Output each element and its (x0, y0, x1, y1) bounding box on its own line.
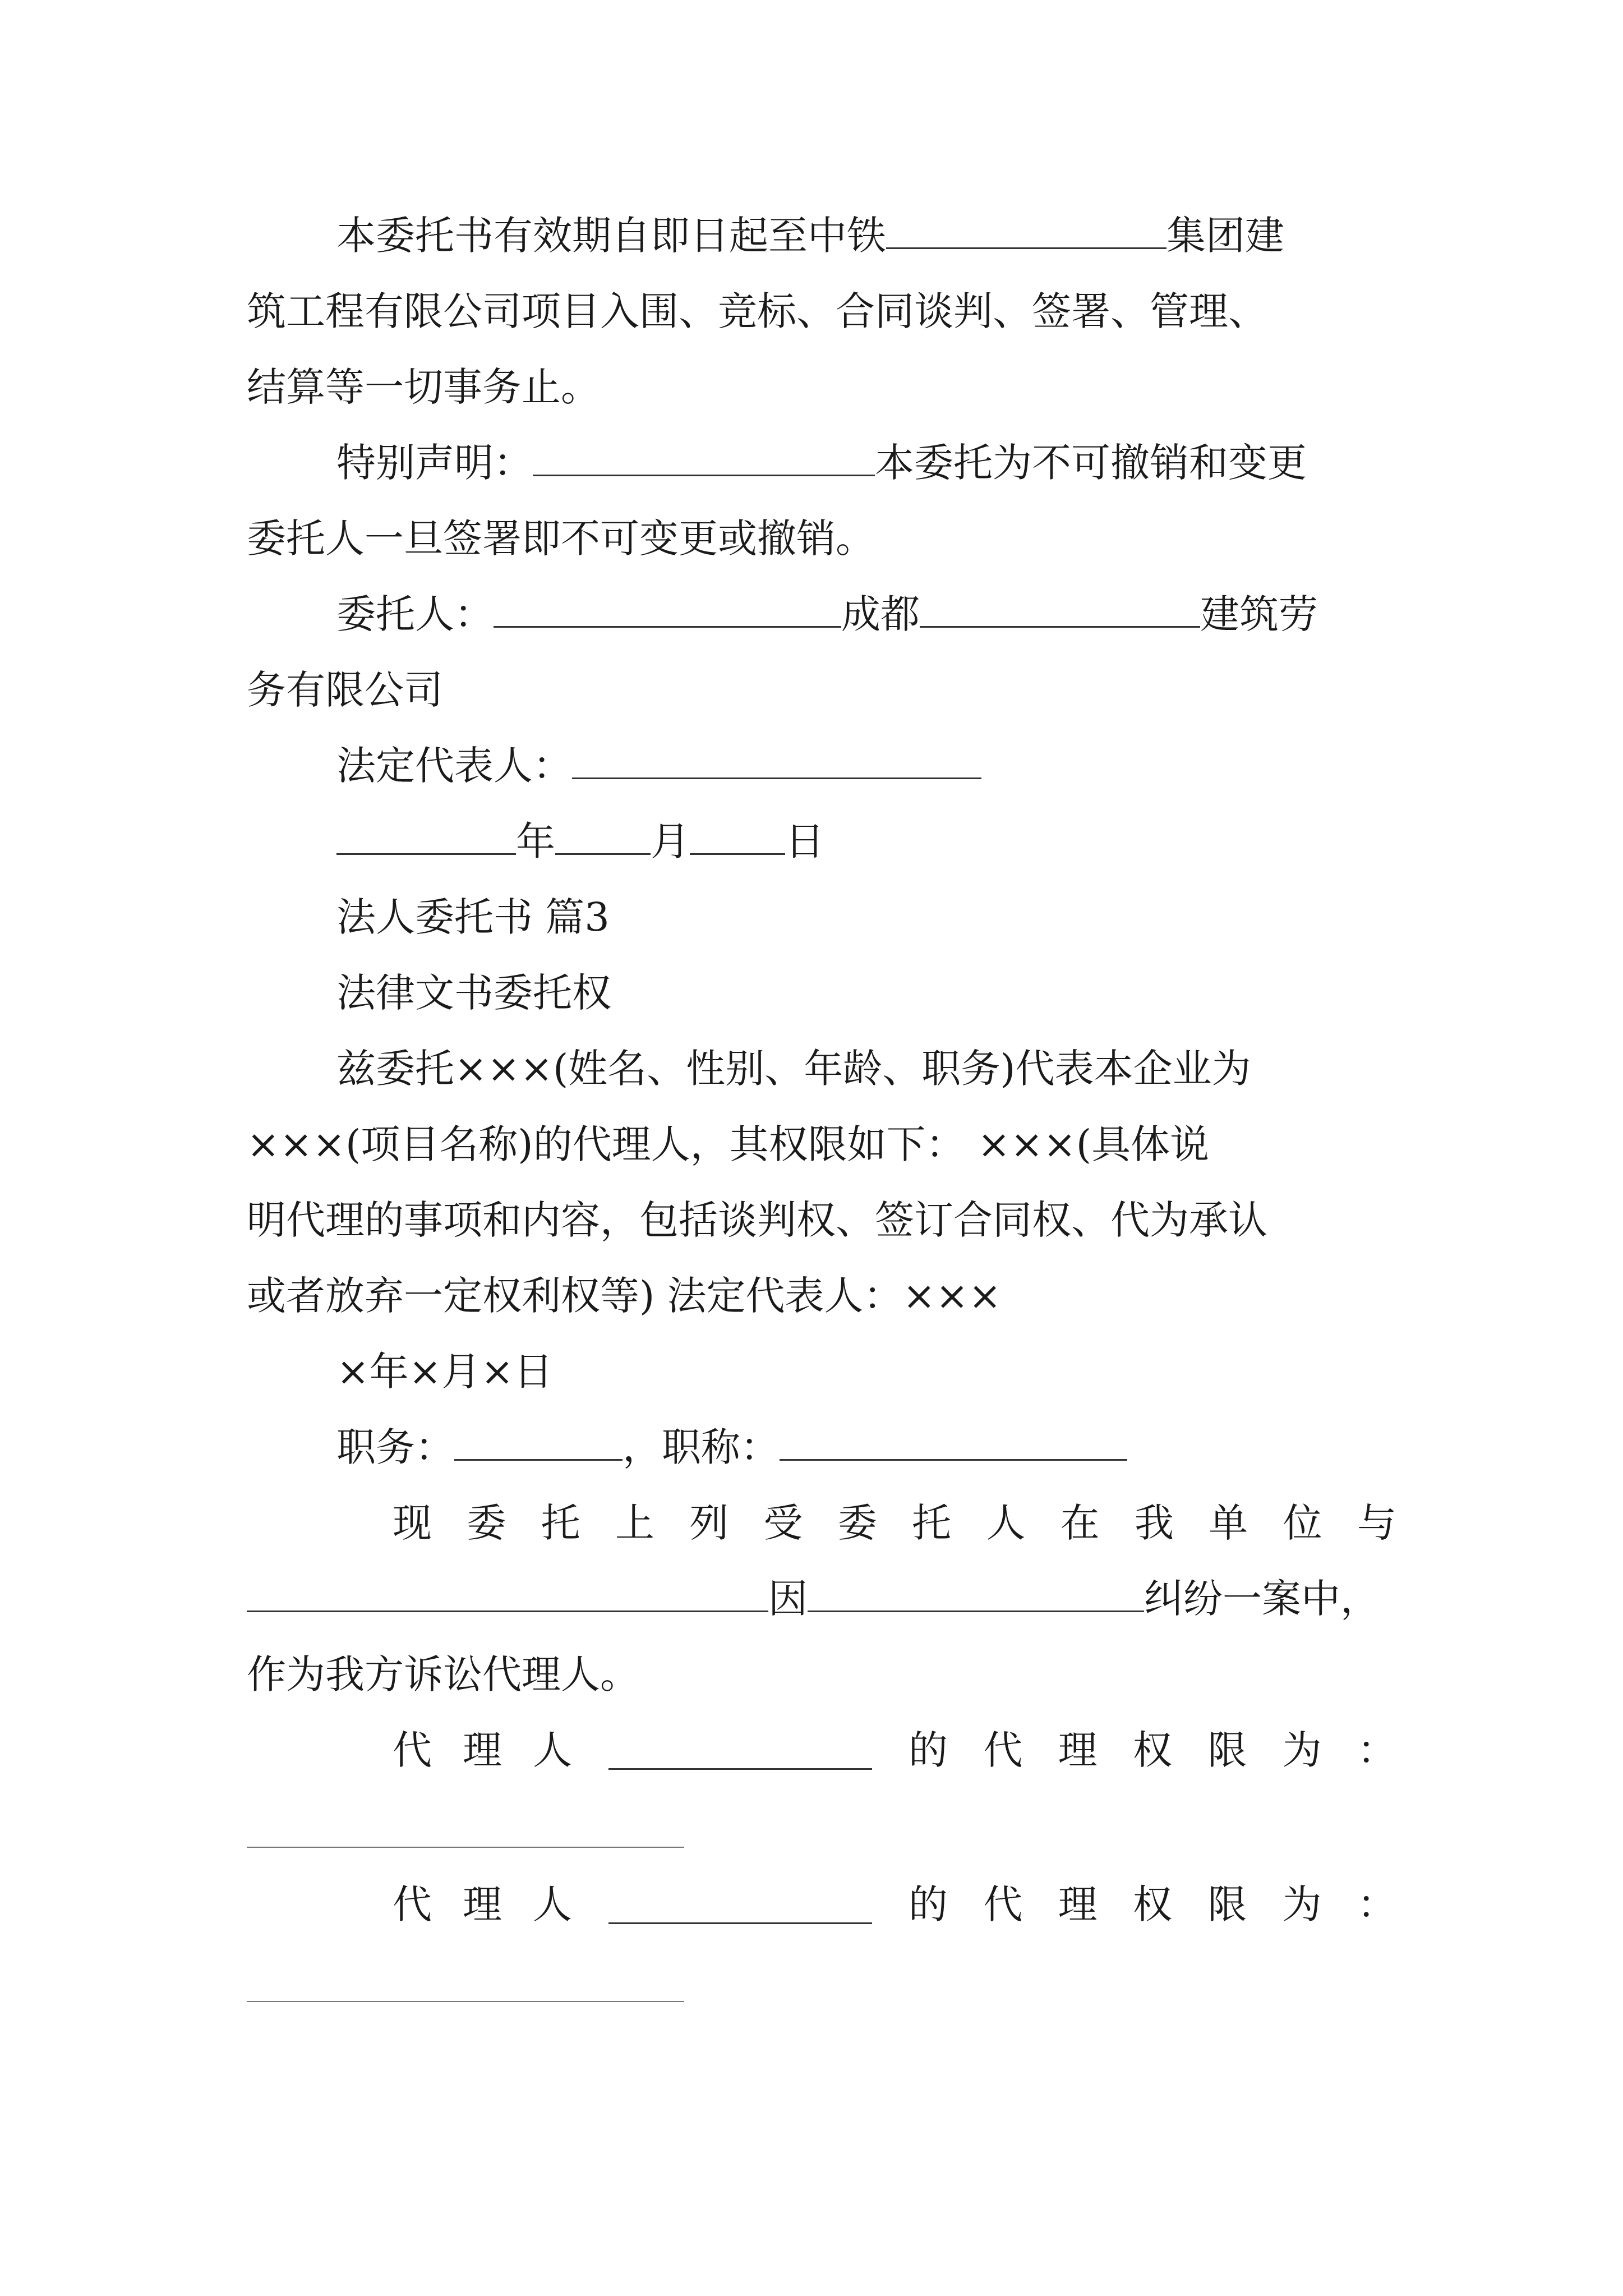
authority-label-2: 的 代 理 权 限 为 ： (909, 1881, 1396, 1927)
dispute-blank (808, 1571, 1144, 1612)
principal-city: 成都 (841, 591, 920, 637)
validity-line-3: 结算等一切事务止。 (247, 364, 600, 410)
agent-authority-line-2b (247, 1961, 684, 2017)
entrust-char: 上 (615, 1500, 654, 1546)
legal-rep-blank (572, 738, 981, 779)
legal-rep-line (336, 738, 981, 794)
validity-text-start: 本委托书有效期自即日起至中铁 (336, 213, 886, 259)
authorization-line-4: 或者放弃一定权利权等) 法定代表人：××× (247, 1273, 1002, 1319)
agent-label-1: 代 理 人 (393, 1727, 572, 1773)
special-statement-line-2: 委托人一旦签署即不可变更或撤销。 (247, 516, 875, 562)
principal-blank (494, 587, 841, 628)
entrust-char: 人 (986, 1500, 1026, 1546)
entrust-line-3: 作为我方诉讼代理人。 (247, 1651, 639, 1697)
validity-text-end: 集团建 (1166, 213, 1284, 259)
position-title-line (336, 1419, 1127, 1475)
day-label: 日 (785, 818, 824, 864)
entrust-char: 在 (1060, 1500, 1100, 1546)
entrust-char: 委 (467, 1500, 506, 1546)
month-blank (555, 814, 651, 855)
entrust-char: 现 (393, 1500, 432, 1546)
year-label: 年 (516, 818, 555, 864)
validity-line-2: 筑工程有限公司项目入围、竞标、合同谈判、签署、管理、 (247, 288, 1267, 334)
authorization-line-2: ×××(项目名称)的代理人，其权限如下： ×××(具体说 (247, 1121, 1210, 1167)
title-label: ，职称： (623, 1424, 780, 1470)
validity-line-1 (336, 208, 1284, 264)
authorization-line-3: 明代理的事项和内容，包括谈判权、签订合同权、代为承认 (247, 1197, 1267, 1243)
special-statement-label: 特别声明： (336, 440, 533, 486)
special-statement-text: 本委托为不可撤销和变更 (875, 440, 1307, 486)
agent-name-blank-2 (608, 1883, 872, 1924)
special-statement-blank (533, 435, 875, 476)
authority-blank-1 (247, 1807, 684, 1848)
special-statement-line-1 (336, 435, 1307, 491)
entrust-char: 受 (763, 1500, 803, 1546)
entrust-char: 托 (541, 1500, 580, 1546)
group-name-blank (886, 208, 1166, 249)
month-label: 月 (651, 818, 690, 864)
authority-blank-2 (247, 1962, 684, 2002)
principal-label: 委托人： (336, 591, 494, 637)
entrust-line-1 (393, 1495, 1396, 1551)
year-blank (336, 814, 516, 855)
entrust-char: 单 (1209, 1500, 1248, 1546)
opponent-blank (247, 1571, 768, 1612)
dispute-text: 纠纷一案中， (1144, 1576, 1380, 1622)
subsection-heading: 法律文书委托权 (336, 970, 611, 1016)
title-blank (780, 1420, 1127, 1461)
entrust-line-2 (247, 1571, 1380, 1627)
authorization-date: ×年×月×日 (336, 1349, 553, 1395)
principal-company-start: 建筑劳 (1200, 591, 1318, 637)
section-heading: 法人委托书 篇3 (336, 894, 610, 940)
legal-rep-label: 法定代表人： (336, 743, 572, 789)
agent-authority-line-2 (393, 1876, 1396, 1932)
agent-authority-line-1b (247, 1806, 684, 1862)
day-blank (690, 814, 785, 855)
entrust-char: 托 (912, 1500, 952, 1546)
authorization-line-1: 兹委托×××(姓名、性别、年龄、职务)代表本企业为 (336, 1046, 1251, 1092)
principal-line-2: 务有限公司 (247, 667, 443, 713)
agent-label-2: 代 理 人 (393, 1881, 572, 1927)
entrust-char: 位 (1283, 1500, 1322, 1546)
agent-name-blank-1 (608, 1729, 872, 1770)
agent-authority-line-1 (393, 1722, 1396, 1778)
authority-label-1: 的 代 理 权 限 为 ： (909, 1727, 1396, 1773)
date-line (336, 813, 824, 869)
entrust-char: 我 (1134, 1500, 1174, 1546)
entrust-char: 与 (1357, 1500, 1396, 1546)
position-label: 职务： (336, 1424, 454, 1470)
position-blank (454, 1420, 623, 1461)
principal-line-1 (336, 586, 1318, 642)
cause-label: 因 (768, 1576, 808, 1622)
entrust-char: 列 (689, 1500, 729, 1546)
entrust-char: 委 (837, 1500, 877, 1546)
company-name-blank (920, 587, 1200, 628)
